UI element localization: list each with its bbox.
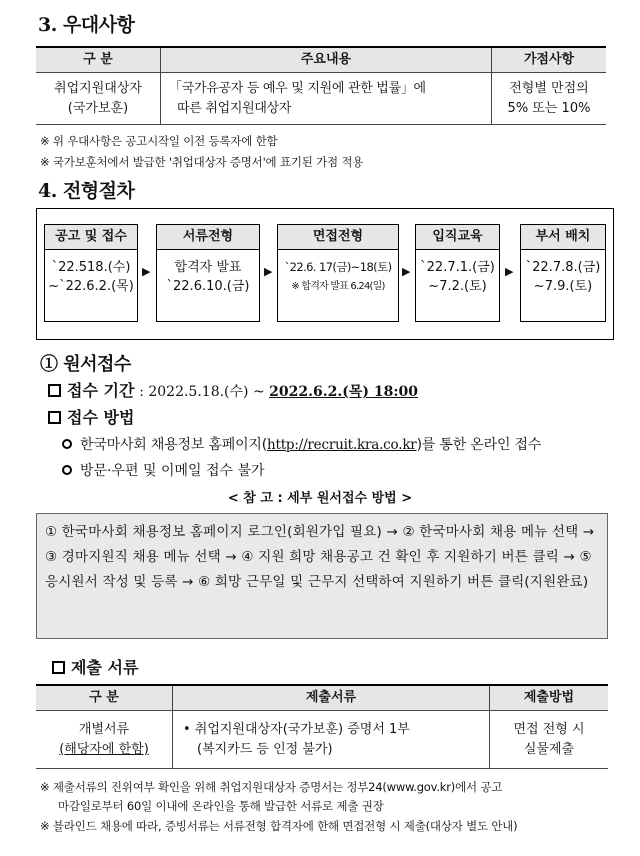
points-line1: 전형별 만점의 — [509, 80, 589, 96]
content-cell — [161, 73, 492, 125]
points-line2: 5% 또는 10% — [507, 100, 591, 116]
step-title: 공고 및 접수 — [45, 225, 137, 250]
reference-title: < 참 고 : 세부 원서접수 방법 > — [227, 491, 413, 506]
arrow-icon: ▶ — [142, 265, 151, 278]
section4-title: 4. 전형절차 — [38, 180, 135, 202]
preference-table — [36, 46, 606, 125]
step-orientation — [415, 224, 500, 322]
period-label: 접수 기간 — [67, 381, 135, 400]
table-row — [36, 73, 606, 125]
table-row — [36, 711, 608, 769]
bullet1-post: )를 통한 온라인 접수 — [416, 437, 542, 453]
checkbox-square-icon — [48, 384, 61, 397]
apply-method — [48, 405, 134, 428]
header-points: 가점사항 — [492, 47, 607, 73]
method-line2: 실물제출 — [523, 741, 575, 757]
method-line1: 면접 전형 시 — [513, 721, 585, 737]
apply-period — [48, 378, 418, 401]
step-line2: ~`22.6.2.(목) — [48, 279, 134, 294]
category-line1: 개별서류 — [78, 721, 130, 737]
content-line1: 「국가유공자 등 예우 및 지원에 관한 법률」에 — [169, 80, 426, 96]
documents-note-2: ※ 블라인드 채용에 따라, 증빙서류는 서류전형 합격자에 한해 면접전형 시 제출(대상자 별도 안내) — [40, 819, 518, 833]
step-placement — [520, 224, 606, 322]
step-line1: `22.7.1.(금) — [420, 260, 495, 275]
header-method: 제출방법 — [490, 685, 609, 711]
header-content: 주요내용 — [161, 47, 492, 73]
section3-note-2: ※ 국가보훈처에서 발급한 '취업대상자 증명서'에 표기된 가점 적용 — [40, 155, 364, 169]
apply-title: ① 원서접수 — [40, 354, 131, 375]
method-cell — [490, 711, 609, 769]
step-line2: ~7.9.(토) — [533, 279, 593, 294]
step-line2: `22.6.10.(금) — [166, 279, 250, 294]
category-line2: (국가보훈) — [67, 100, 129, 116]
method-bullet-2 — [62, 460, 265, 480]
documents-table — [36, 684, 608, 769]
recruit-link[interactable]: http://recruit.kra.co.kr — [266, 437, 417, 453]
step-line2: ~7.2.(토) — [428, 279, 487, 294]
arrow-icon: ▶ — [402, 265, 411, 278]
documents-title: 제출 서류 — [71, 658, 139, 677]
step-title: 면접전형 — [278, 225, 398, 250]
step-title: 입직교육 — [416, 225, 499, 250]
step-title: 서류전형 — [157, 225, 259, 250]
documents-note-1-cont: 마감일로부터 60일 이내에 온라인을 통해 발급한 서류로 제출 권장 — [58, 799, 384, 813]
category-line1: 취업지원대상자 — [54, 80, 142, 96]
bullet2-text: 방문·우편 및 이메일 접수 불가 — [80, 463, 265, 479]
arrow-icon: ▶ — [264, 265, 273, 278]
step-line1: 합격자 발표 — [174, 260, 242, 275]
header-category: 구 분 — [36, 685, 173, 711]
arrow-icon: ▶ — [505, 265, 514, 278]
category-cell — [36, 73, 161, 125]
content-line2: 따른 취업지원대상자 — [177, 100, 292, 116]
doc-line1: • 취업지원대상자(국가보훈) 증명서 1부 — [183, 721, 410, 737]
checkbox-square-icon — [48, 411, 61, 424]
step-announcement — [44, 224, 138, 322]
points-cell — [492, 73, 607, 125]
section3-title: 3. 우대사항 — [38, 14, 135, 36]
section3-note-1: ※ 위 우대사항은 공고시작일 이전 등록자에 한함 — [40, 134, 278, 148]
step-line1: `22.518.(수) — [51, 260, 131, 275]
reference-box: ① 한국마사회 채용정보 홈페이지 로그인(회원가입 필요) → ② 한국마사회 채용 메뉴 선택 → ③ 경마지원직 채용 메뉴 선택 → ④ 지원 희망 채용공고 건 확인 후 지원하기 버튼 클릭 → ⑤ 응시원서 작성 및 등록 → ⑥ 희망 근무일 및 근무지 선택하여 지원하기 버튼 클릭(지원완료) — [36, 513, 608, 639]
circle-bullet-icon — [62, 439, 72, 449]
method-label: 접수 방법 — [67, 408, 135, 427]
circle-bullet-icon — [62, 465, 72, 475]
step-document-screening — [156, 224, 260, 322]
header-category: 구 분 — [36, 47, 161, 73]
step-line1: `22.7.8.(금) — [525, 260, 601, 275]
header-documents: 제출서류 — [173, 685, 490, 711]
category-cell — [36, 711, 173, 769]
period-end: 2022.6.2.(목) 18:00 — [269, 384, 418, 400]
doc-line2: (복지카드 등 인정 불가) — [197, 741, 333, 757]
documents-title-row — [52, 655, 138, 678]
method-bullet-1 — [62, 434, 541, 454]
documents-cell — [173, 711, 490, 769]
step-line1: `22.6. 17(금)~18(토) — [284, 260, 392, 274]
checkbox-square-icon — [52, 661, 65, 674]
step-title: 부서 배치 — [521, 225, 605, 250]
step-interview — [277, 224, 399, 322]
step-line2: ※ 합격자 발표 6.24(일) — [291, 281, 385, 292]
period-start: : 2022.5.18.(수) ~ — [139, 384, 270, 400]
bullet1-pre: 한국마사회 채용정보 홈페이지( — [80, 437, 267, 453]
documents-note-1: ※ 제출서류의 진위여부 확인을 위해 취업지원대상자 증명서는 정부24(www.gov.kr)에서 공고 — [40, 780, 503, 794]
category-line2: (해당자에 한함) — [59, 741, 149, 757]
